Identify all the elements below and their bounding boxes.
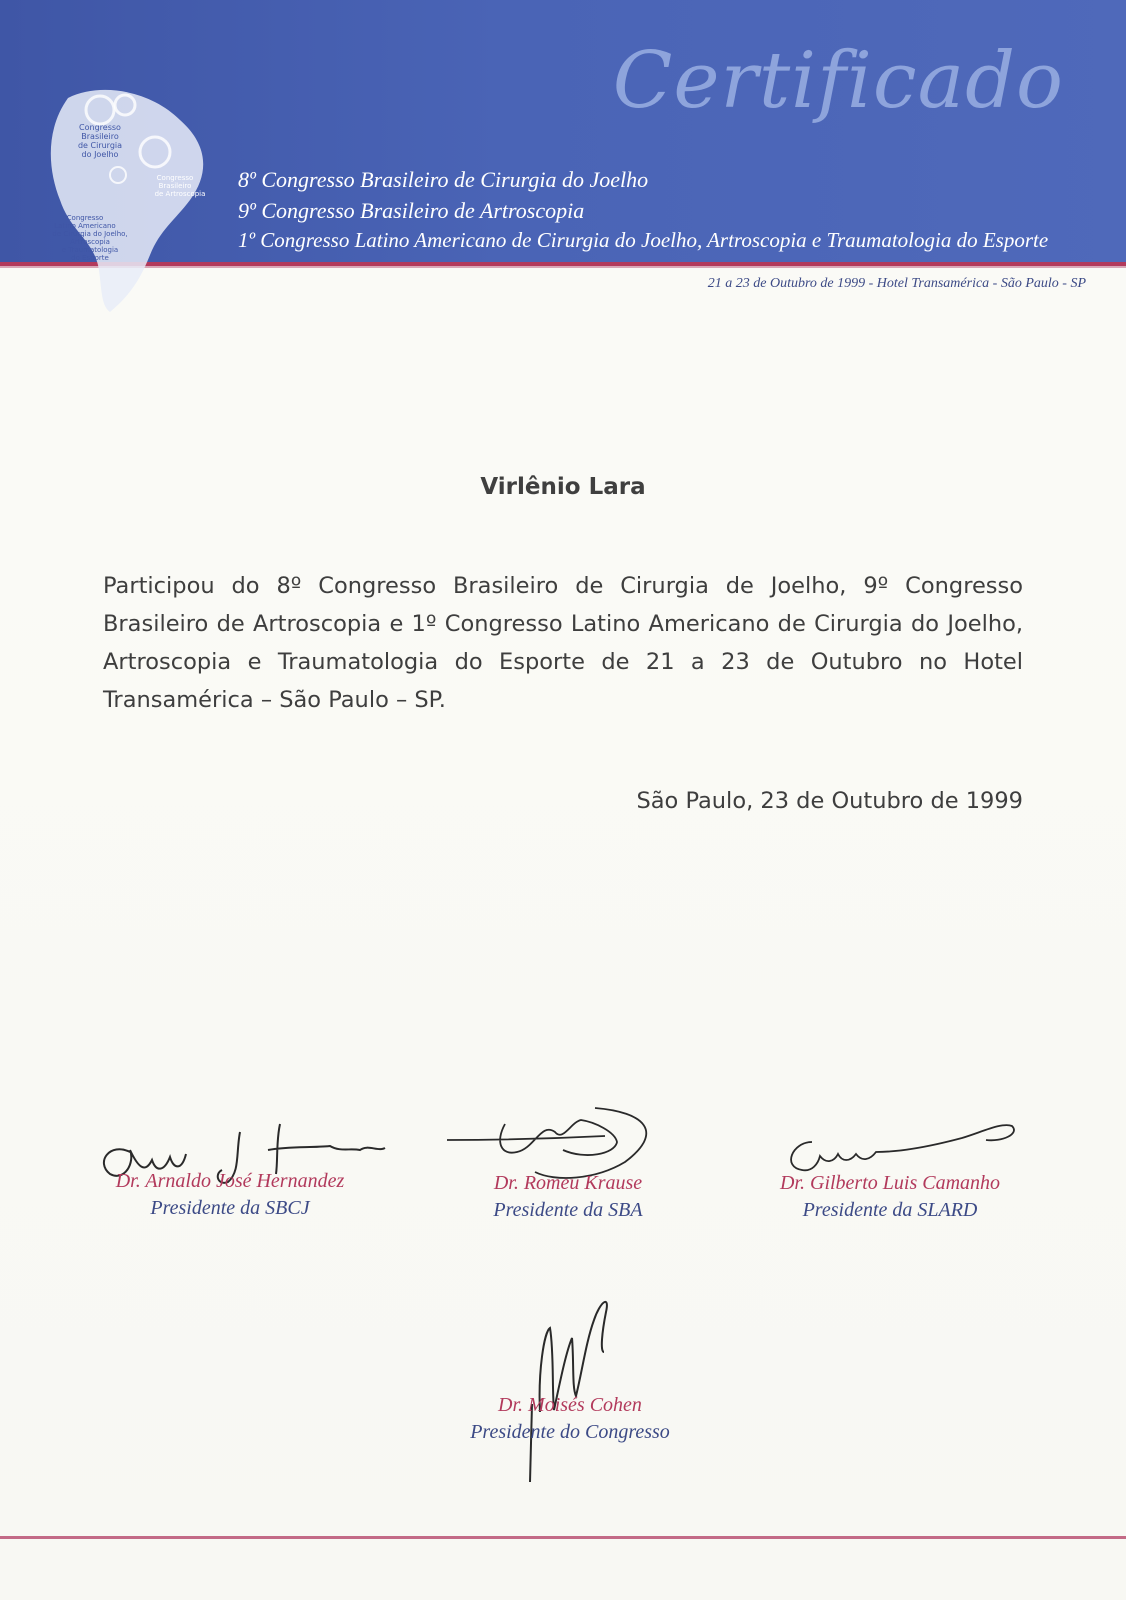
signatory-2-role: Presidente da SBA [493,1199,643,1221]
recipient-name: Virlênio Lara [480,474,646,500]
certificate-body: Participou do 8º Congresso Brasileiro de Cirurgia de Joelho, 9º Congresso Brasileiro de Artroscopia e 1º Congresso Latino Americano de Cirurgia do Joelho, Artroscopia e Traumatologia do Esporte de 21 a 23 de Outubro no Hotel Transamérica – São Paulo – SP. [103,573,1023,713]
logo-text-7: de Artroscopia [154,190,206,198]
logo-text-6: Brasileiro [158,182,192,190]
signatory-1 [80,1170,380,1220]
logo-text-1: Congresso [79,123,121,132]
congress-line-3: 1º Congresso Latino Americano de Cirurgia do Joelho, Artroscopia e Traumatologia do Esporte [238,228,1049,252]
logo-text-9: Latino Americano [54,222,116,230]
logo-text-4: do Joelho [81,150,119,159]
certificate-title: Certificado [612,36,1064,126]
signatory-4-name: Dr. Moisés Cohen [498,1394,642,1416]
logo-text-2: Brasileiro [81,132,119,141]
logo-text-3: de Cirurgia [77,141,123,150]
south-america-logo [40,80,230,320]
logo-text-11: Artroscopia [70,238,110,246]
signatory-4-role: Presidente do Congresso [470,1421,670,1443]
logo-text-10: de Cirurgia do Joelho, [52,230,128,238]
footer-divider [0,1536,1126,1539]
congress-line-1: 8º Congresso Brasileiro de Cirurgia do Joelho [238,167,649,192]
signatory-3 [740,1172,1040,1222]
logo-text-8: Congresso [66,214,104,222]
event-info: 21 a 23 de Outubro de 1999 - Hotel Transamérica - São Paulo - SP [707,276,1086,291]
logo-text-13: do Esporte [71,254,109,262]
signatory-3-name: Dr. Gilberto Luis Camanho [779,1172,1001,1194]
signature-cohen [510,1292,630,1492]
signatory-2 [418,1172,718,1222]
place-date: São Paulo, 23 de Outubro de 1999 [636,788,1023,814]
signatory-3-role: Presidente da SLARD [802,1199,978,1221]
signatory-1-name: Dr. Arnaldo José Hernandez [115,1170,345,1192]
signatory-1-role: Presidente da SBCJ [150,1197,310,1219]
logo-text-12: e Traumatologia [61,246,119,254]
logo-text-5: Congresso [156,174,194,182]
congress-line-2: 9º Congresso Brasileiro de Artroscopia [238,198,585,223]
signatory-2-name: Dr. Romeu Krause [493,1172,643,1194]
signatory-4 [420,1394,720,1444]
